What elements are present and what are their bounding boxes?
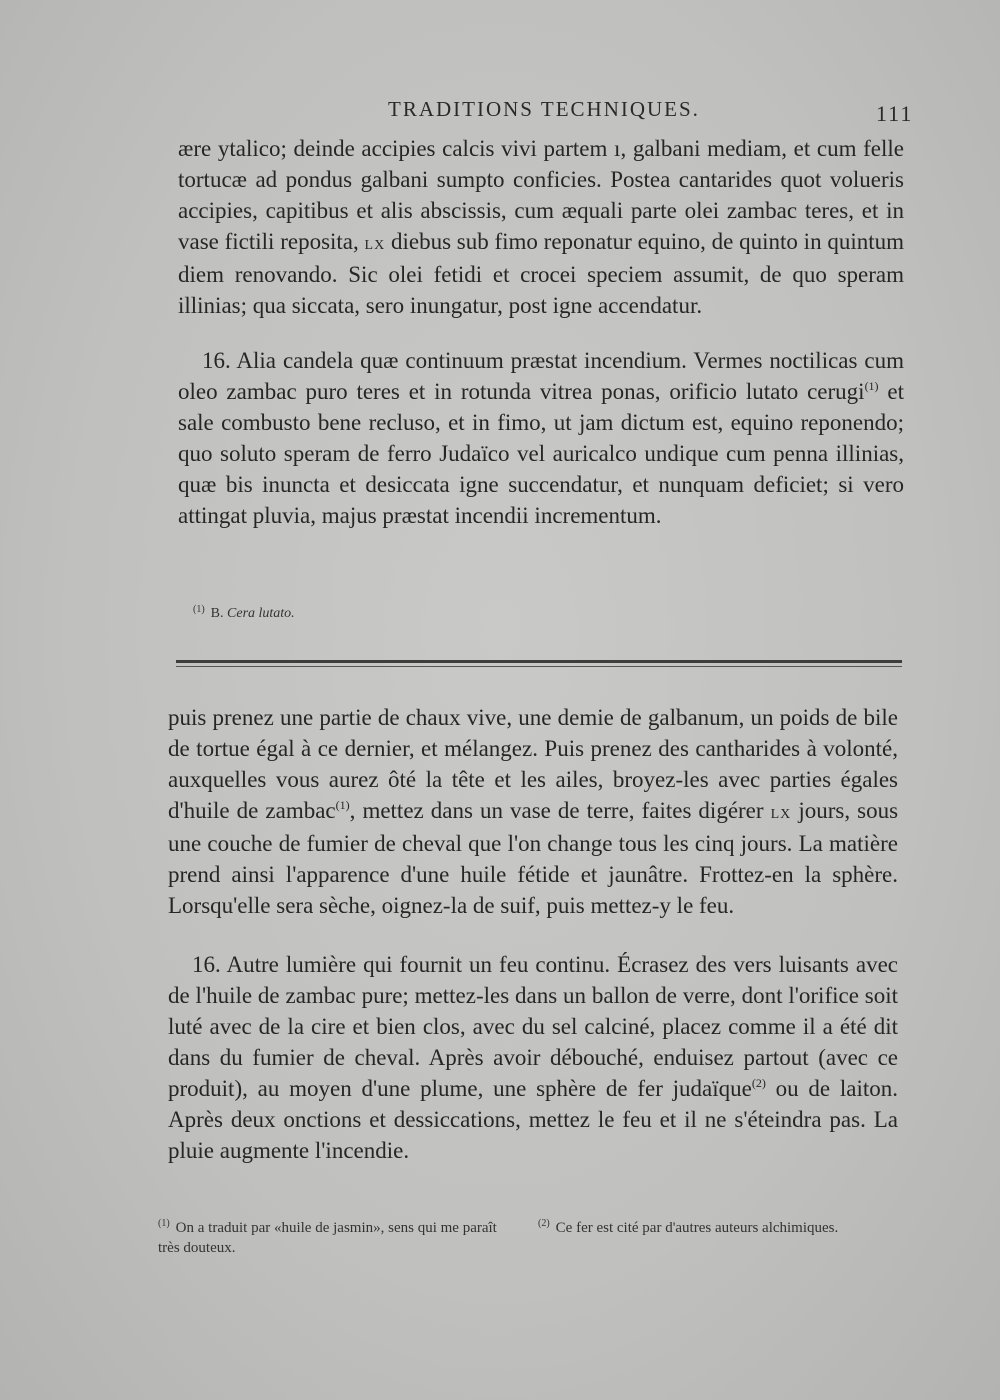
latin-paragraph-16 [178, 345, 904, 531]
footnote-text: Ce fer est cité par d'autres auteurs alchimiques. [555, 1220, 839, 1236]
french-text-start: puis prenez une partie de chaux vive, une demie de galbanum, un poids de bile de tortue égal à ce dernier, et mélangez. Puis prenez des cantharides à volonté, auxquelles vous aurez ôté la tête et les ailes, broyez-les avec parties égales d'huile de zambac [168, 705, 898, 823]
roman-numeral-lx: lx [364, 233, 386, 254]
divider-thick-rule [176, 660, 902, 663]
french-paragraph-16 [168, 949, 898, 1166]
latin-text-start: ære ytalico; deinde accipies calcis vivi partem ı, galbani mediam, et cum felle tortucæ ad pondus galbani sumpto conficies. Postea cantarides quot volueris accipies, capitibus et alis abscissis, cum æquali parte olei zambac teres, et in vase fictili reposita, [178, 136, 904, 254]
latin-16-before-note: 16. Alia candela quæ continuum præstat incendium. Vermes noctilicas cum oleo zambac puro teres et in rotunda vitrea ponas, orificio lutato cerugi [178, 348, 904, 404]
latin-text-block [178, 133, 904, 531]
running-title: TRADITIONS TECHNIQUES. [388, 97, 700, 121]
french-translation-block [168, 702, 898, 1166]
french-text-end: jours, sous une couche de fumier de cheval que l'on change tous les cinq jours. La matière prend ainsi l'apparence d'une huile fétide et jaunâtre. Frottez-en la sphère. Lorsqu'elle sera sèche, oignez-la de suif, puis mettez-y le feu. [168, 798, 899, 918]
footnote-mark: (2) [538, 1218, 550, 1229]
footnote-reference: (1) [335, 798, 350, 812]
divider-thin-rule [176, 666, 902, 667]
section-divider [176, 660, 902, 674]
french-footnote-2 [538, 1214, 898, 1238]
footnote-mark: (1) [158, 1218, 170, 1229]
latin-text-end: diebus sub fimo reponatur equino, de quinto in quintum diem renovando. Sic olei fetidi et crocei speciem assumit, de quo speram illinias; qua siccata, sero inungatur, post igne accendatur. [178, 229, 905, 318]
footnote-reference: (1) [864, 379, 879, 393]
page-header [0, 97, 1000, 127]
footnote-reference: (2) [751, 1076, 766, 1090]
french-text-middle: , mettez dans un vase de terre, faites digérer [349, 798, 764, 823]
latin-footnote [193, 604, 295, 622]
french-16-after-note: ou de laiton. Après deux onctions et dessiccations, mettez le feu et il ne s'éteindra pas. La pluie augmente l'incendie. [168, 1076, 899, 1163]
french-16-before-note: 16. Autre lumière qui fournit un feu continu. Écrasez des vers luisants avec de l'huile de zambac pure; mettez-les dans un ballon de verre, dont l'orifice soit luté avec de la cire et bien clos, avec du sel calciné, placez comme il a été dit dans du fumier de cheval. Après avoir débouché, enduisez partout (avec ce produit), au moyen d'une plume, une sphère de fer judaïque [168, 952, 898, 1101]
footnote-mark: (1) [193, 604, 205, 615]
footnote-source: B. [210, 606, 224, 621]
page-number: 111 [876, 101, 914, 126]
french-paragraph-continuation [168, 702, 898, 921]
roman-numeral-lx: lx [770, 802, 792, 823]
footnote-reading: Cera lutato. [227, 606, 295, 621]
latin-16-after-note: et sale combusto bene recluso, et in fimo, ut jam dictum est, equino reponendo; quo soluto speram de ferro Judaïco vel auricalco undique cum penna illinias, quæ bis inuncta et desiccata igne succendatur, et nunquam deficiet; si vero attingat pluvia, majus præstat incendii incrementum. [178, 379, 904, 528]
footnote-text: On a traduit par «huile de jasmin», sens qui me paraît très douteux. [158, 1220, 497, 1256]
latin-paragraph-continuation [178, 133, 904, 321]
french-footnote-1 [158, 1214, 510, 1258]
